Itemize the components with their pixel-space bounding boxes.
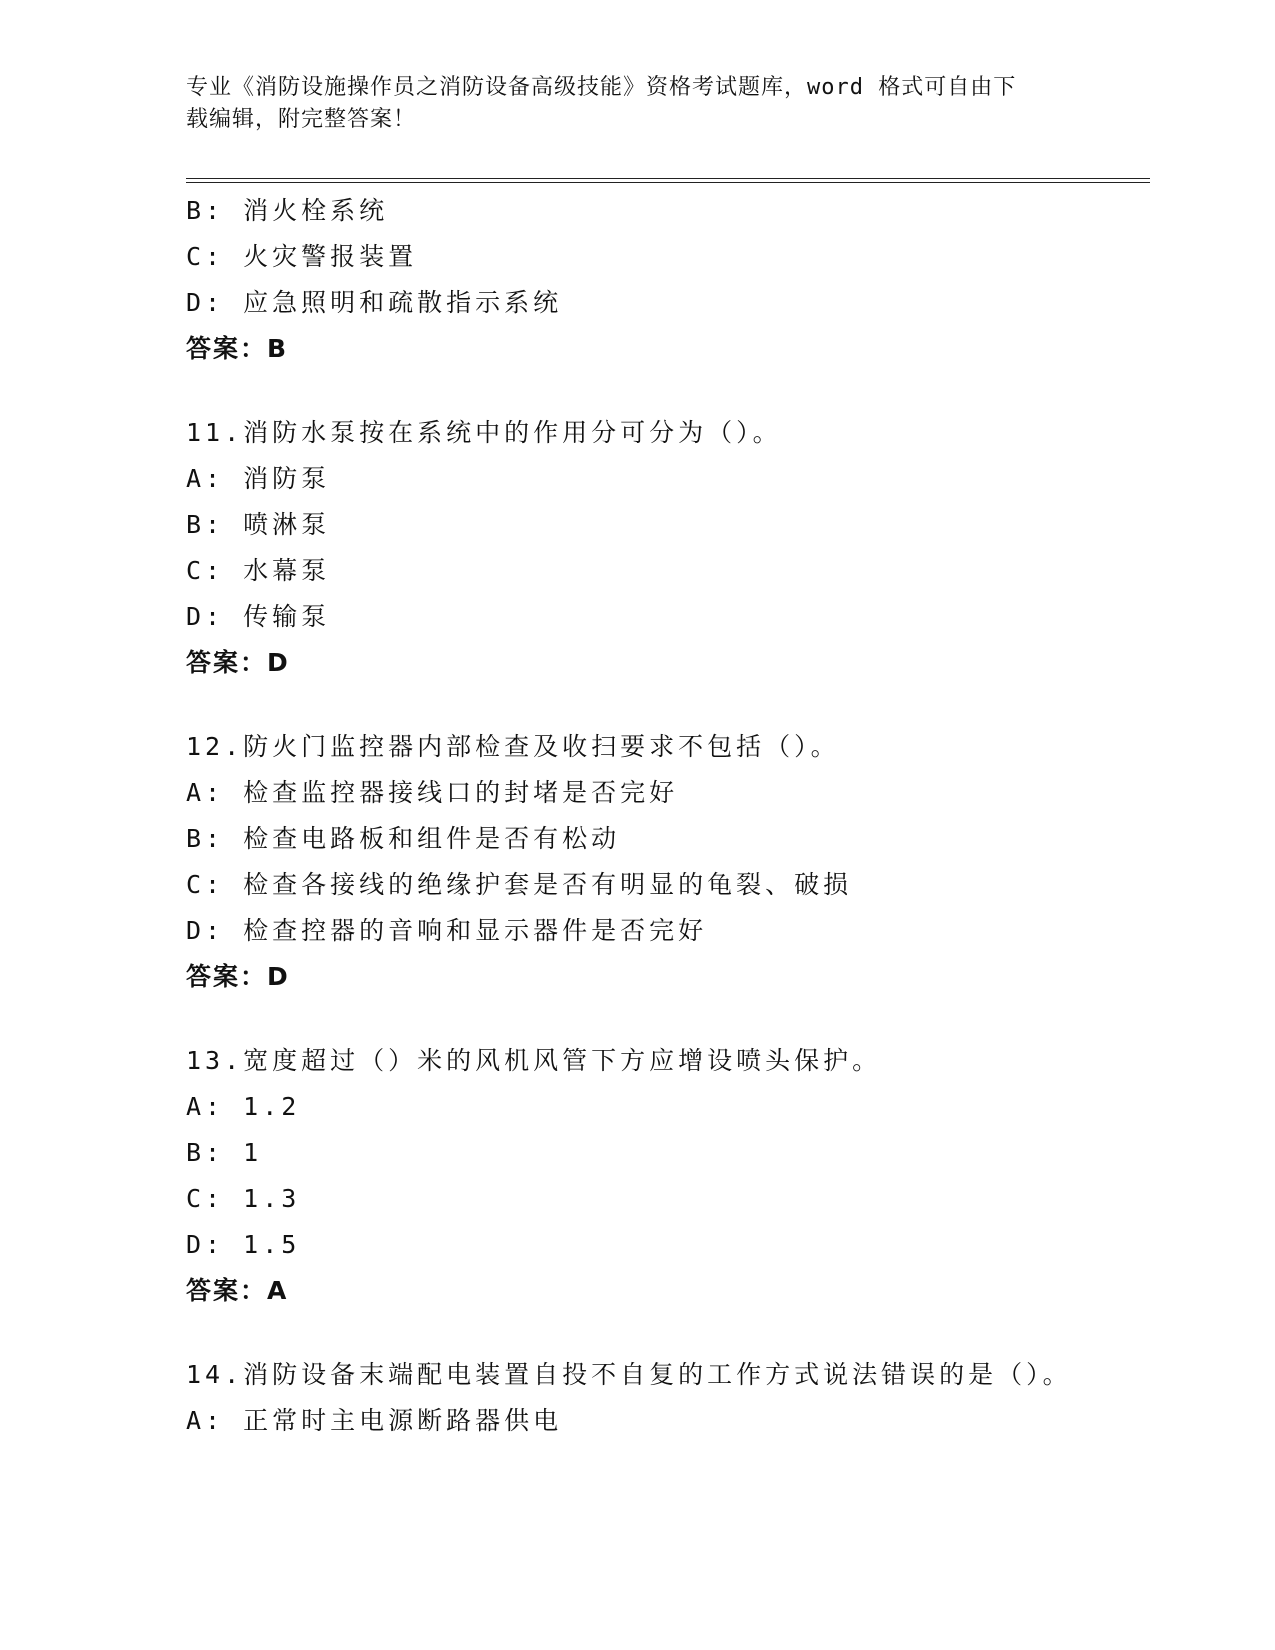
question-list bbox=[186, 188, 1150, 1444]
header-divider-bottom bbox=[186, 182, 1150, 183]
option-b: B: 1 bbox=[186, 1138, 263, 1167]
question-stem: 11.消防水泵按在系统中的作用分可分为（）。 bbox=[186, 418, 782, 447]
header-line-1: 专业《消防设施操作员之消防设备高级技能》资格考试题库，word 格式可自由下 bbox=[186, 75, 1017, 100]
question-stem: 12.防火门监控器内部检查及收扫要求不包括（）。 bbox=[186, 732, 840, 761]
answer-line bbox=[186, 1268, 1150, 1314]
answer-line bbox=[186, 640, 1150, 686]
option-c: C: 检查各接线的绝缘护套是否有明显的龟裂、破损 bbox=[186, 870, 853, 899]
answer-line bbox=[186, 954, 1150, 1000]
option-c: C: 火灾警报装置 bbox=[186, 242, 418, 271]
option-a: A: 1.2 bbox=[186, 1092, 301, 1121]
option-b: B: 检查电路板和组件是否有松动 bbox=[186, 824, 621, 853]
option-a: A: 检查监控器接线口的封堵是否完好 bbox=[186, 778, 679, 807]
answer-value: B bbox=[267, 334, 288, 363]
option-a: A: 消防泵 bbox=[186, 464, 331, 493]
answer-line bbox=[186, 326, 1150, 372]
option-b: B: 喷淋泵 bbox=[186, 510, 331, 539]
question-12 bbox=[186, 724, 1150, 1000]
option-d: D: 检查控器的音响和显示器件是否完好 bbox=[186, 916, 708, 945]
answer-value: D bbox=[267, 648, 289, 677]
answer-label: 答案： bbox=[186, 648, 268, 677]
header-divider-top bbox=[186, 178, 1150, 179]
option-c: C: 水幕泵 bbox=[186, 556, 331, 585]
option-c: C: 1.3 bbox=[186, 1184, 301, 1213]
question-stem: 14.消防设备末端配电装置自投不自复的工作方式说法错误的是（）。 bbox=[186, 1360, 1072, 1389]
option-d: D: 传输泵 bbox=[186, 602, 331, 631]
answer-value: A bbox=[267, 1276, 288, 1305]
option-b: B: 消火栓系统 bbox=[186, 196, 389, 225]
question-14 bbox=[186, 1352, 1150, 1444]
option-d: D: 应急照明和疏散指示系统 bbox=[186, 288, 563, 317]
option-d: D: 1.5 bbox=[186, 1230, 301, 1259]
answer-value: D bbox=[267, 962, 289, 991]
question-stem: 13.宽度超过（）米的风机风管下方应增设喷头保护。 bbox=[186, 1046, 882, 1075]
option-a: A: 正常时主电源断路器供电 bbox=[186, 1406, 563, 1435]
answer-label: 答案： bbox=[186, 334, 268, 363]
document-header bbox=[186, 72, 1066, 136]
answer-label: 答案： bbox=[186, 1276, 268, 1305]
question-11 bbox=[186, 410, 1150, 686]
answer-label: 答案： bbox=[186, 962, 268, 991]
question-13 bbox=[186, 1038, 1150, 1314]
header-line-2: 载编辑，附完整答案！ bbox=[186, 107, 417, 132]
question-fragment bbox=[186, 188, 1150, 372]
